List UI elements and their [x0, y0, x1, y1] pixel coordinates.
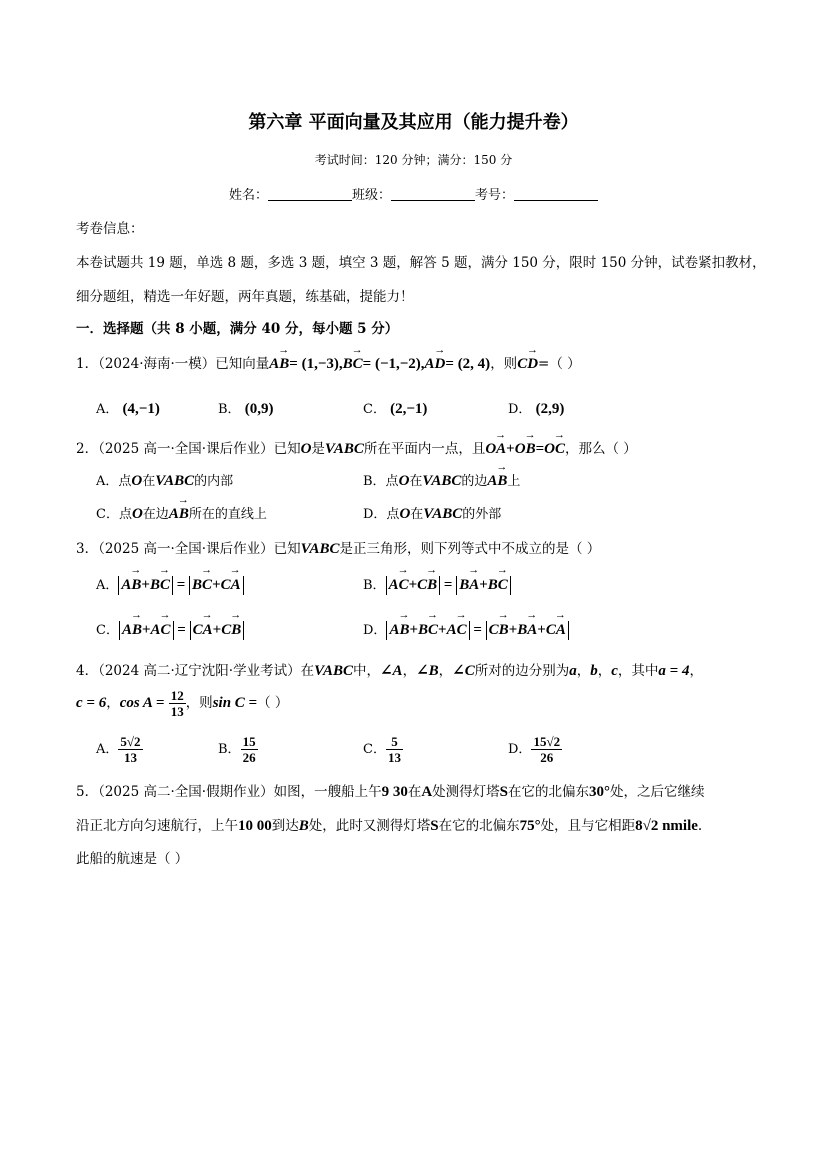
q1-option-b[interactable]: B． (0,9) — [218, 401, 274, 417]
q1-suffix: =（ ） — [538, 356, 581, 372]
q3-option-b[interactable]: B． AC → +CB → = BA → +BC → — [363, 574, 511, 595]
q4-option-d[interactable]: D． $\frac{15√2}{26}$ — [508, 734, 561, 765]
vector-ab: AB → — [269, 344, 290, 372]
number-field[interactable] — [514, 188, 598, 201]
q3-option-c[interactable]: C． AB → +AC → = CA → +CB → — [96, 619, 244, 640]
vector: CB → — [488, 609, 509, 638]
name-label: 姓名： — [228, 188, 268, 203]
q1-option-a[interactable]: A． (4,−1) — [96, 401, 160, 417]
vector: BA → — [459, 564, 480, 593]
q1-option-c[interactable]: C． (2,−1) — [363, 401, 428, 417]
question-5-line-2: 沿正北方向匀速航行，上午10 00到达B处，此时又测得灯塔S在它的北偏东75°处，且与它相距8√2 nmile. — [76, 818, 703, 834]
vector: BC → — [149, 564, 170, 593]
q2-option-b[interactable]: B．点O在VABC的边AB → 上 — [363, 461, 521, 489]
class-label: 班级： — [351, 188, 391, 203]
q3-option-a[interactable]: A． AB → +BC → = BC → +CA → — [96, 574, 244, 595]
question-4-line-2: c = 6，cos A = $\frac{12}{13}$ ，则sin C =（ ） — [76, 688, 289, 719]
q1-mid: ，则 — [490, 356, 518, 372]
q1-ab-value: = (1,−3), — [289, 356, 343, 372]
question-5-line-1: 5．（2025 高二·全国·假期作业）如图，一艘船上午9 30在A处测得灯塔S在它的北偏东30°处，之后它继续 — [76, 784, 705, 800]
vector-oa: OA → — [485, 429, 507, 457]
vector: BC → — [487, 564, 508, 593]
info-heading: 考卷信息： — [76, 221, 144, 237]
vector: AB → — [389, 609, 410, 638]
vector-cd: CD → — [517, 344, 539, 372]
q1-bc-value: = (−1,−2), — [362, 356, 425, 372]
question-2: 2．（2025 高一·全国·课后作业）已知O是VABC所在平面内一点，且OA → +OB → =OC → ，那么（ ） — [76, 429, 637, 457]
class-field[interactable] — [391, 188, 475, 201]
vector-ob: OB → — [514, 429, 536, 457]
vector: AC → — [150, 609, 171, 638]
vector: BC → — [192, 564, 213, 593]
vector: CA → — [220, 564, 241, 593]
question-5-line-3: 此船的航速是（ ） — [76, 851, 189, 867]
q1-prefix: 1．（2024·海南·一模）已知向量 — [76, 356, 270, 372]
page-title: 第六章 平面向量及其应用（能力提升卷） — [248, 112, 579, 133]
q2-option-a[interactable]: A．点O在VABC的内部 — [96, 473, 234, 489]
name-field[interactable] — [268, 188, 352, 201]
vector-oc: OC → — [544, 429, 565, 457]
vector: AB → — [121, 609, 142, 638]
q3-option-d[interactable]: D． AB → +BC → +AC → = CB → +BA → +CA → — [363, 619, 569, 640]
info-line-2: 细分题组，精选一年好题，两年真题，练基础，提能力！ — [76, 289, 414, 305]
q4-option-b[interactable]: B． $\frac{15}{26}$ — [218, 734, 256, 765]
q2-option-c[interactable]: C．点O在边AB → 所在的直线上 — [96, 494, 267, 522]
vector: CB → — [221, 609, 242, 638]
question-1 — [76, 344, 581, 373]
question-3: 3．（2025 高一·全国·课后作业）已知VABC是正三角形，则下列等式中不成立的是（ ） — [76, 541, 601, 557]
vector: AB → — [121, 564, 142, 593]
vector: CA → — [192, 609, 213, 638]
question-4-line-1: 4．（2024 高二·辽宁沈阳·学业考试）在VABC中，∠A，∠B，∠C所对的边分别为a，b，c，其中a = 4， — [76, 663, 703, 679]
q4-option-c[interactable]: C． $\frac{5}{13}$ — [363, 734, 401, 765]
exam-info: 考试时间：120 分钟；满分：150 分 — [314, 153, 513, 167]
vector: AC → — [446, 609, 467, 638]
vector: AC → — [388, 564, 409, 593]
vector: BC → — [418, 609, 439, 638]
q1-option-d[interactable]: D． (2,9) — [508, 401, 565, 417]
vector: CB → — [417, 564, 438, 593]
student-info-row — [0, 184, 827, 203]
section-title: 一．选择题（共 8 小题，满分 40 分，每小题 5 分） — [76, 321, 399, 337]
vector: CA → — [545, 609, 566, 638]
q1-ad-value: = (2, 4) — [445, 356, 491, 372]
q4-option-a[interactable]: A． $\frac{5√2}{13}$ — [96, 734, 141, 765]
info-line-1: 本卷试题共 19 题，单选 8 题，多选 3 题，填空 3 题，解答 5 题，满分 150 分，限时 150 分钟，试卷紧扣教材， — [76, 255, 766, 271]
vector-bc: BC → — [342, 344, 363, 372]
vector-ad: AD → — [424, 344, 446, 372]
number-label: 考号： — [475, 188, 515, 203]
q2-option-d[interactable]: D．点O在VABC的外部 — [363, 506, 502, 522]
vector: BA → — [517, 609, 538, 638]
